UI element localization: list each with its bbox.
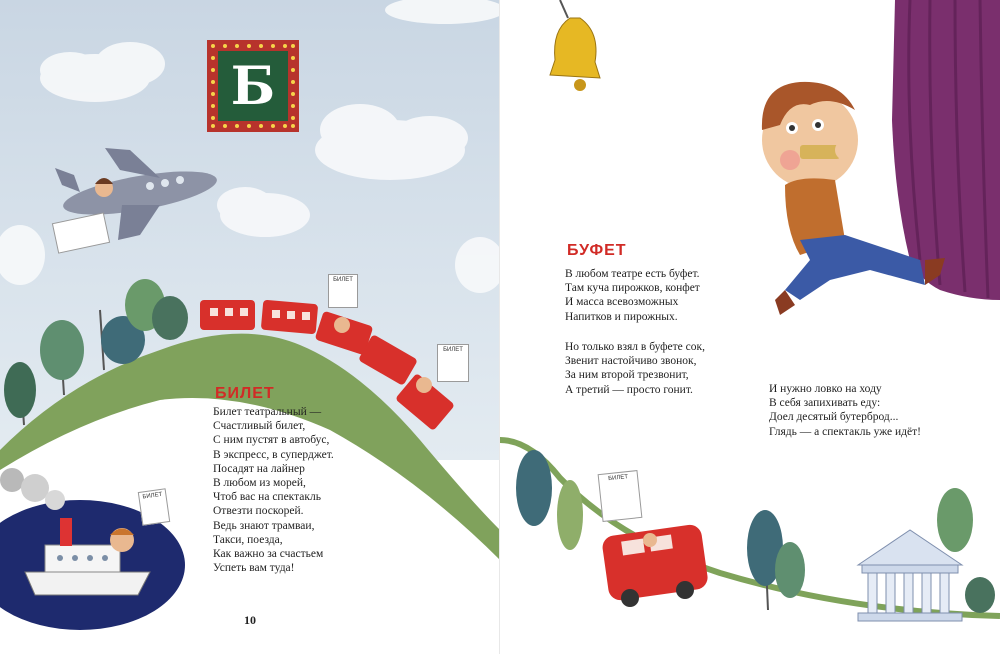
ticket-train-1: БИЛЕТ	[328, 274, 358, 308]
ticket-bus: БИЛЕТ	[598, 470, 643, 522]
poem-bilet	[213, 405, 334, 575]
poem-line: Успеть вам туда!	[213, 562, 295, 575]
right-page	[500, 0, 1000, 654]
poem-line: Доел десятый бутерброд...	[769, 411, 899, 424]
bell-icon	[550, 0, 600, 91]
poem-line: Там куча пирожков, конфет	[565, 282, 700, 295]
poem-line: В любом из морей,	[213, 477, 306, 490]
ticket-train-2: БИЛЕТ	[437, 344, 469, 382]
poem-line: Посадят на лайнер	[213, 462, 305, 475]
poem-line: Счастливый билет,	[213, 420, 306, 433]
poem-line: Но только взял в буфете сок,	[565, 341, 705, 353]
poem-line: И масса всевозможных	[565, 296, 679, 309]
poem-line: В любом театре есть буфет.	[565, 268, 700, 280]
poem-bufet-stanza-1	[565, 267, 700, 324]
letter-glyph: Б	[218, 51, 288, 121]
poem-line: Глядь — а спектакль уже идёт!	[769, 425, 921, 438]
poem-title-bufet: БУФЕТ	[567, 242, 627, 259]
poem-line: Отвезти поскорей.	[213, 505, 304, 518]
ticket-ship: БИЛЕТ	[138, 488, 170, 526]
airplane	[52, 148, 219, 253]
poem-line: А третий — просто гонит.	[565, 383, 693, 396]
poem-line: За ним второй трезвонит,	[565, 369, 689, 382]
poem-title-bilet: БИЛЕТ	[215, 385, 275, 402]
poem-line: В экспресс, в суперджет.	[213, 448, 334, 461]
poem-line: Напитков и пирожных.	[565, 310, 678, 323]
poem-line: С ним пустят в автобус,	[213, 434, 330, 447]
poem-line: И нужно ловко на ходу	[769, 383, 882, 395]
poem-line: Чтоб вас на спектакль	[213, 491, 321, 504]
poem-line: Звенит настойчиво звонок,	[565, 355, 697, 368]
page-number: 10	[244, 613, 256, 627]
poem-line: Как важно за счастьем	[213, 548, 324, 561]
right-page-illustration	[500, 0, 1000, 654]
poem-line: Ведь знают трамваи,	[213, 519, 315, 532]
poem-line: Такси, поезда,	[213, 533, 283, 546]
letter-block	[207, 40, 299, 132]
poem-bufet-stanza-2	[565, 340, 705, 397]
poem-bufet-stanza-3	[769, 382, 921, 439]
poem-line: В себя запихивать еду:	[769, 397, 881, 410]
poem-line: Билет театральный —	[213, 406, 322, 418]
